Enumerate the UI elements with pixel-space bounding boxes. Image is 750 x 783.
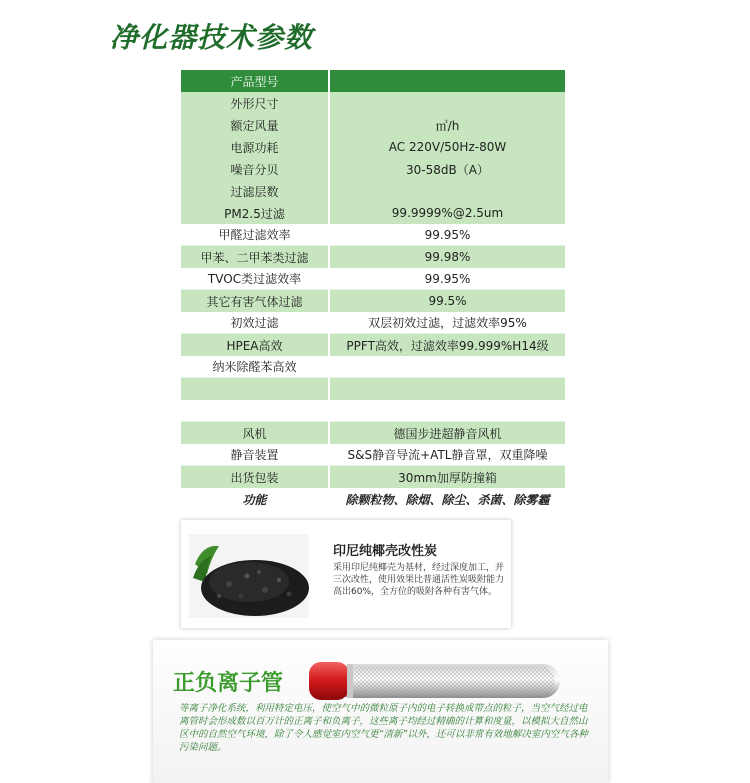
spec-label: 电源功耗 (181, 136, 328, 158)
table-row (181, 268, 565, 290)
spec-value: 99.5% (330, 290, 565, 312)
spec-label: 初效过滤 (181, 312, 328, 334)
spec-label: 外形尺寸 (181, 92, 328, 114)
carbon-panel (181, 520, 511, 628)
spec-value: 除颗粒物、除烟、除尘、杀菌、除雾霾 (330, 488, 565, 510)
table-row (181, 422, 565, 444)
spec-value (330, 70, 565, 92)
spec-label: 静音装置 (181, 444, 328, 466)
activated-carbon-image (189, 534, 309, 618)
table-row (181, 378, 565, 400)
spec-label: 产品型号 (181, 70, 328, 92)
spec-label: 功能 (181, 488, 328, 510)
table-row (181, 444, 565, 466)
table-row (181, 246, 565, 268)
table-row (181, 312, 565, 334)
table-row (181, 400, 565, 422)
spec-value: S&S静音导流+ATL静音罩，双重降噪 (330, 444, 565, 466)
table-row (181, 334, 565, 356)
spec-value: AC 220V/50Hz-80W (330, 136, 565, 158)
spec-label (181, 400, 328, 422)
spec-value (330, 400, 565, 422)
carbon-description: 采用印尼纯椰壳为基材，经过深度加工，并三次改性，使用效果比普通活性炭吸附能力高出60%，全方位的吸附各种有害气体。 (333, 563, 505, 597)
spec-label: HPEA高效 (181, 334, 328, 356)
spec-value: 30-58dB（A） (330, 158, 565, 180)
spec-label: 甲醛过滤效率 (181, 224, 328, 246)
spec-value: 德国步进超静音风机 (330, 422, 565, 444)
spec-label: 纳米除醛苯高效 (181, 356, 328, 378)
spec-label: 过滤层数 (181, 180, 328, 202)
page-title: 净化器技术参数 (110, 21, 314, 54)
table-row (181, 224, 565, 246)
spec-value: ㎥/h (330, 114, 565, 136)
table-row (181, 180, 565, 202)
spec-value (330, 378, 565, 400)
table-row (181, 290, 565, 312)
spec-label: 甲苯、二甲苯类过滤 (181, 246, 328, 268)
spec-value (330, 356, 565, 378)
spec-value: 30mm加厚防撞箱 (330, 466, 565, 488)
spec-label: 额定风量 (181, 114, 328, 136)
table-row (181, 70, 565, 92)
table-row (181, 114, 565, 136)
spec-label: PM2.5过滤 (181, 202, 328, 224)
spec-value: 99.9999%@2.5um (330, 202, 565, 224)
spec-value: 双层初效过滤，过滤效率95% (330, 312, 565, 334)
spec-value (330, 180, 565, 202)
spec-label: 风机 (181, 422, 328, 444)
spec-value: PPFT高效，过滤效率99.999%H14级 (330, 334, 565, 356)
ion-tube-description: 等离子净化系统，利用特定电压，使空气中的微粒原子内的电子转换成带点的粒子，当空气经过电离管时会形成数以百万计的正离子和负离子，这些离子均经过精确的计算和度量，以模拟大自然山区中的自然空气环境，除了令人感觉室内空气更“清新”以外，还可以非常有效地解决室内空气各种污染问题。 (179, 703, 588, 753)
spec-label: TVOC类过滤效率 (181, 268, 328, 290)
ion-tube-panel (153, 640, 608, 783)
spec-value (330, 92, 565, 114)
ion-tube-title: 正负离子管 (173, 671, 284, 696)
spec-label: 其它有害气体过滤 (181, 290, 328, 312)
carbon-title: 印尼纯椰壳改性炭 (333, 544, 438, 559)
spec-label: 噪音分贝 (181, 158, 328, 180)
ion-tube-image (305, 656, 565, 706)
table-row (181, 136, 565, 158)
table-row (181, 158, 565, 180)
spec-label: 出货包装 (181, 466, 328, 488)
spec-value: 99.95% (330, 224, 565, 246)
table-row (181, 488, 565, 510)
table-row (181, 356, 565, 378)
spec-value: 99.95% (330, 268, 565, 290)
spec-label (181, 378, 328, 400)
table-row (181, 466, 565, 488)
spec-table (181, 70, 565, 510)
spec-value: 99.98% (330, 246, 565, 268)
table-row (181, 92, 565, 114)
table-row (181, 202, 565, 224)
